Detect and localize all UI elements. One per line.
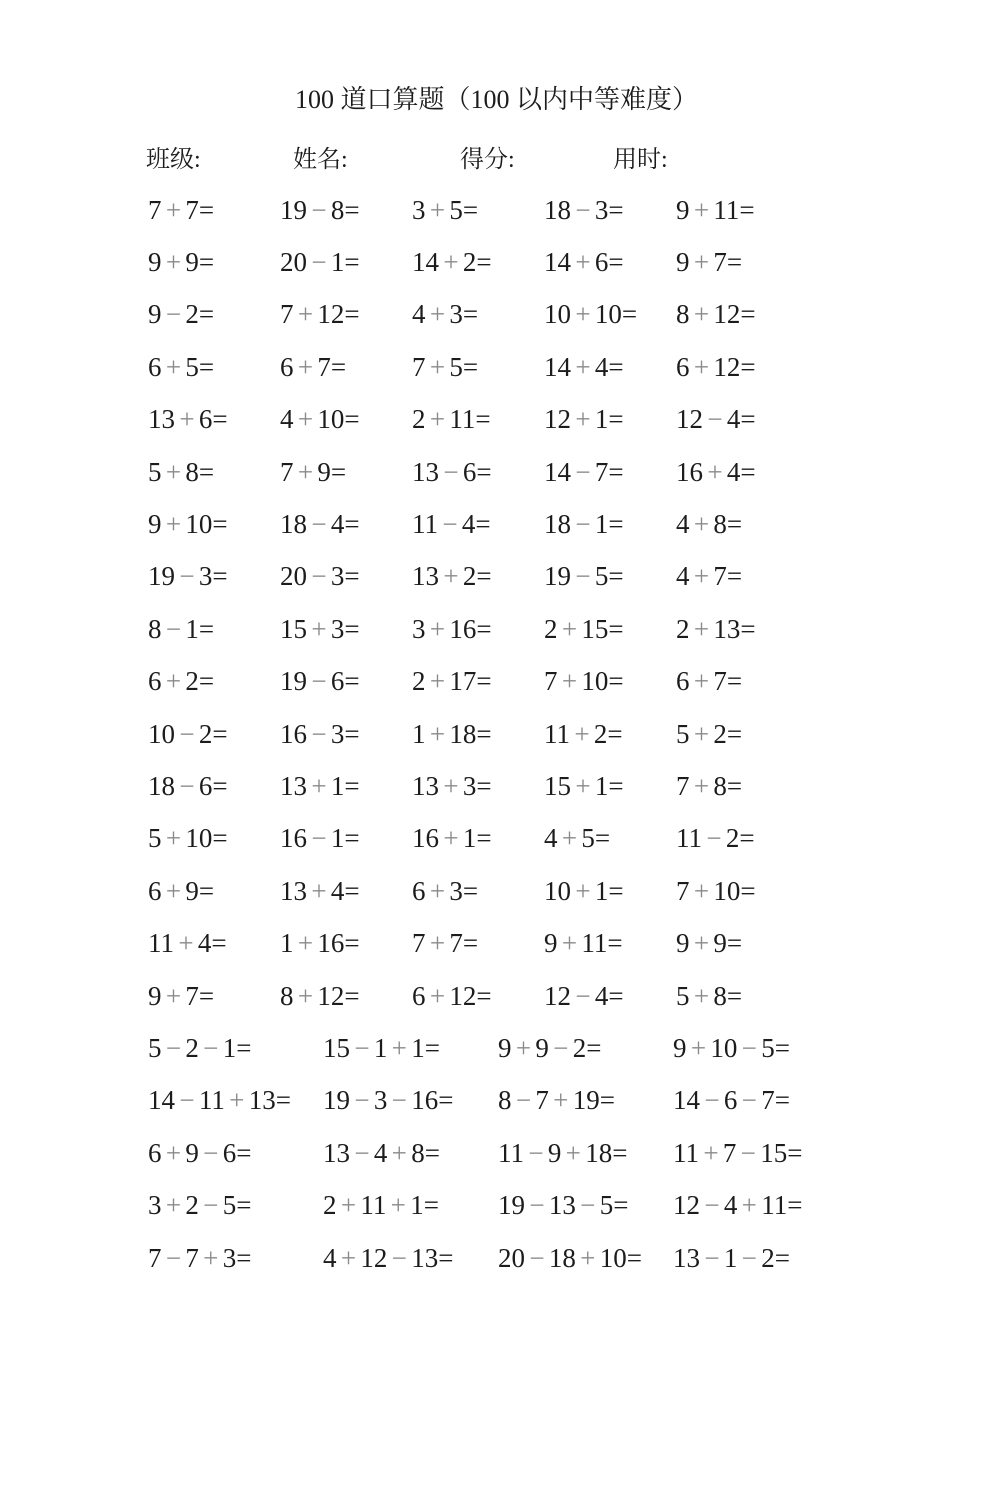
problem: 9 + 7= [676,247,743,278]
minus-sign: − [740,1137,756,1168]
plus-sign: + [165,509,182,540]
problem-row [148,970,993,1022]
problem: 9 + 11= [676,194,755,225]
minus-sign: − [311,823,327,854]
plus-sign: + [165,1190,182,1221]
problem-row [148,498,993,550]
problem: 6 + 3= [412,875,479,906]
minus-sign: − [741,1085,757,1116]
name-field-label: 姓名: [293,147,348,173]
problem: 13 − 1 − 2= [673,1242,790,1273]
minus-sign: − [203,1032,219,1063]
plus-sign: + [693,194,710,225]
plus-sign: + [229,1085,245,1116]
plus-sign: + [575,351,591,382]
problem: 19 − 13 − 5= [498,1190,629,1221]
plus-sign: + [429,928,446,959]
plus-sign: + [561,928,578,959]
problem: 19 − 3 − 16= [323,1085,454,1116]
problem: 12 − 4 + 11= [673,1190,803,1221]
problem: 4 + 3= [412,299,479,330]
problem: 2 + 13= [676,613,756,644]
plus-sign: + [443,823,459,854]
problem: 1 + 18= [412,718,492,749]
problem: 5 + 2= [676,718,743,749]
plus-sign: + [165,875,182,906]
minus-sign: − [165,1032,182,1063]
problem: 11 − 2= [676,823,755,854]
plus-sign: + [707,456,723,487]
plus-sign: + [429,980,446,1011]
plus-sign: + [297,928,314,959]
plus-sign: + [429,613,446,644]
plus-sign: + [693,718,710,749]
problem: 9 + 11= [544,928,623,959]
problem-row [148,1022,993,1074]
minus-sign: − [442,509,458,540]
plus-sign: + [391,1032,407,1063]
problem: 2 + 11 + 1= [323,1190,439,1221]
plus-sign: + [391,1137,407,1168]
problem: 14 + 4= [544,351,624,382]
time-field-label: 用时: [613,147,668,173]
plus-sign: + [429,351,446,382]
problem: 7 − 7 + 3= [148,1242,252,1273]
worksheet-page [0,86,993,1490]
plus-sign: + [561,666,578,697]
plus-sign: + [178,928,194,959]
plus-sign: + [443,247,459,278]
minus-sign: − [179,561,195,592]
plus-sign: + [575,875,591,906]
problem: 6 + 5= [148,351,215,382]
plus-sign: + [429,299,446,330]
problem: 20 − 3= [280,561,360,592]
plus-sign: + [693,666,710,697]
problems [0,184,993,1284]
problem: 19 − 8= [280,194,360,225]
problem-row [148,1127,993,1179]
minus-sign: − [704,1085,720,1116]
problem: 11 − 4= [412,509,491,540]
problem: 16 − 1= [280,823,360,854]
problem: 19 − 3= [148,561,228,592]
minus-sign: − [575,561,591,592]
minus-sign: − [391,1242,407,1273]
problem: 20 − 1= [280,247,360,278]
score-field-label: 得分: [460,147,515,173]
problem: 7 + 8= [676,770,743,801]
plus-sign: + [693,351,710,382]
problem-row [148,813,993,865]
minus-sign: − [179,1085,195,1116]
minus-sign: − [391,1085,407,1116]
problem: 13 − 6= [412,456,492,487]
problem: 8 + 12= [676,299,756,330]
problem-row [148,865,993,917]
minus-sign: − [741,1032,757,1063]
minus-sign: − [741,1242,757,1273]
problem: 18 − 4= [280,509,360,540]
minus-sign: − [179,770,195,801]
problem: 2 + 15= [544,613,624,644]
plus-sign: + [741,1190,757,1221]
problem-row [148,394,993,446]
problem: 12 + 1= [544,404,624,435]
minus-sign: − [704,1190,720,1221]
plus-sign: + [297,404,314,435]
minus-sign: − [528,1137,544,1168]
problem: 5 + 8= [676,980,743,1011]
minus-sign: − [707,404,723,435]
minus-sign: − [311,718,327,749]
problem: 4 + 5= [544,823,611,854]
plus-sign: + [165,1137,182,1168]
problem: 9 + 9= [676,928,743,959]
plus-sign: + [693,509,710,540]
problem-row [148,1179,993,1231]
problem: 6 + 7= [676,666,743,697]
problem: 4 + 12 − 13= [323,1242,454,1273]
minus-sign: − [706,823,722,854]
minus-sign: − [575,509,591,540]
minus-sign: − [311,194,327,225]
problem: 15 − 1 + 1= [323,1032,440,1063]
problem: 10 + 1= [544,875,624,906]
plus-sign: + [515,1032,532,1063]
problem: 16 − 3= [280,718,360,749]
problem: 7 + 7= [412,928,479,959]
plus-sign: + [297,299,314,330]
plus-sign: + [165,666,182,697]
problem: 7 + 9= [280,456,347,487]
problem: 6 + 7= [280,351,347,382]
header-fields [146,146,993,174]
problem: 16 + 4= [676,456,756,487]
plus-sign: + [165,823,182,854]
problem: 6 + 9= [148,875,215,906]
page-title: 100 道口算题（100 以内中等难度） [294,85,698,114]
plus-sign: + [553,1085,569,1116]
plus-sign: + [703,1137,719,1168]
problem: 4 + 7= [676,561,743,592]
problem-row [148,760,993,812]
problem-row [148,184,993,236]
problem: 6 + 12= [676,351,756,382]
minus-sign: − [354,1137,370,1168]
problem: 15 + 1= [544,770,624,801]
plus-sign: + [580,1242,596,1273]
minus-sign: − [179,718,195,749]
minus-sign: − [515,1085,532,1116]
plus-sign: + [565,1137,581,1168]
plus-sign: + [311,613,327,644]
problem: 14 − 6 − 7= [673,1085,790,1116]
problem: 20 − 18 + 10= [498,1242,642,1273]
problem: 9 + 9 − 2= [498,1032,602,1063]
minus-sign: − [354,1085,370,1116]
problem: 7 + 10= [676,875,756,906]
plus-sign: + [165,194,182,225]
minus-sign: − [165,299,182,330]
plus-sign: + [429,404,446,435]
problem-row [148,446,993,498]
minus-sign: − [311,247,327,278]
plus-sign: + [561,613,578,644]
minus-sign: − [529,1242,545,1273]
plus-sign: + [561,823,578,854]
problem: 3 + 16= [412,613,492,644]
problem-row [148,656,993,708]
problem: 1 + 16= [280,928,360,959]
problem: 12 − 4= [676,404,756,435]
problem: 6 + 2= [148,666,215,697]
problem: 7 + 10= [544,666,624,697]
plus-sign: + [693,770,710,801]
plus-sign: + [693,299,710,330]
plus-sign: + [311,875,327,906]
problem: 11 − 9 + 18= [498,1137,628,1168]
problem-row [148,603,993,655]
problem: 3 + 2 − 5= [148,1190,252,1221]
problem: 5 + 8= [148,456,215,487]
problem: 9 − 2= [148,299,215,330]
plus-sign: + [574,718,590,749]
minus-sign: − [575,456,591,487]
plus-sign: + [179,404,195,435]
problem-row [148,236,993,288]
problem: 14 − 7= [544,456,624,487]
plus-sign: + [443,561,459,592]
plus-sign: + [693,613,710,644]
problem: 9 + 10= [148,509,228,540]
problem: 2 + 17= [412,666,492,697]
problem: 3 + 5= [412,194,479,225]
problem: 10 − 2= [148,718,228,749]
plus-sign: + [429,194,446,225]
problem: 14 + 2= [412,247,492,278]
minus-sign: − [165,1242,182,1273]
problem: 5 − 2 − 1= [148,1032,252,1063]
minus-sign: − [354,1032,370,1063]
problem-row [148,551,993,603]
problem: 7 + 5= [412,351,479,382]
problem: 9 + 9= [148,247,215,278]
plus-sign: + [340,1190,357,1221]
problem: 6 + 9 − 6= [148,1137,252,1168]
plus-sign: + [693,247,710,278]
problem: 9 + 7= [148,980,215,1011]
plus-sign: + [340,1242,357,1273]
plus-sign: + [443,770,459,801]
problem: 7 + 7= [148,194,215,225]
problem: 13 − 4 + 8= [323,1137,440,1168]
problem-row [148,289,993,341]
plus-sign: + [575,770,591,801]
problem-row [148,341,993,393]
problem: 2 + 11= [412,404,491,435]
plus-sign: + [575,247,591,278]
minus-sign: − [311,509,327,540]
problem: 19 − 6= [280,666,360,697]
problem-row [148,1075,993,1127]
problem: 13 + 6= [148,404,228,435]
problem: 16 + 1= [412,823,492,854]
plus-sign: + [690,1032,707,1063]
plus-sign: + [165,247,182,278]
problem: 12 − 4= [544,980,624,1011]
minus-sign: − [580,1190,596,1221]
problem: 4 + 8= [676,509,743,540]
problem: 14 − 11 + 13= [148,1085,291,1116]
minus-sign: − [443,456,459,487]
problem: 10 + 10= [544,299,638,330]
plus-sign: + [203,1242,219,1273]
plus-sign: + [693,928,710,959]
minus-sign: − [529,1190,545,1221]
problem-row [148,708,993,760]
problem: 8 − 1= [148,613,215,644]
plus-sign: + [297,351,314,382]
minus-sign: − [311,561,327,592]
minus-sign: − [575,194,591,225]
problem: 18 − 1= [544,509,624,540]
minus-sign: − [165,613,182,644]
problem: 4 + 10= [280,404,360,435]
plus-sign: + [693,561,710,592]
problem: 7 + 12= [280,299,360,330]
problem: 15 + 3= [280,613,360,644]
problem: 5 + 10= [148,823,228,854]
problem: 18 − 3= [544,194,624,225]
problem: 13 + 4= [280,875,360,906]
minus-sign: − [203,1137,219,1168]
class-field-label: 班级: [146,147,201,173]
problem: 6 + 12= [412,980,492,1011]
plus-sign: + [297,456,314,487]
plus-sign: + [390,1190,406,1221]
plus-sign: + [693,980,710,1011]
plus-sign: + [297,980,314,1011]
problem-row [148,1232,993,1284]
problem: 18 − 6= [148,770,228,801]
plus-sign: + [575,404,591,435]
plus-sign: + [429,875,446,906]
problem: 14 + 6= [544,247,624,278]
problem: 8 + 12= [280,980,360,1011]
problem: 13 + 1= [280,770,360,801]
problem: 11 + 4= [148,928,227,959]
problem: 13 + 2= [412,561,492,592]
problem: 11 + 2= [544,718,623,749]
minus-sign: − [704,1242,720,1273]
plus-sign: + [311,770,327,801]
minus-sign: − [575,980,591,1011]
plus-sign: + [575,299,591,330]
minus-sign: − [553,1032,569,1063]
problem: 13 + 3= [412,770,492,801]
minus-sign: − [311,666,327,697]
problem: 11 + 7 − 15= [673,1137,803,1168]
plus-sign: + [429,718,446,749]
problem-row [148,917,993,969]
plus-sign: + [429,666,446,697]
problem: 19 − 5= [544,561,624,592]
plus-sign: + [165,456,182,487]
plus-sign: + [165,980,182,1011]
minus-sign: − [203,1190,219,1221]
plus-sign: + [693,875,710,906]
plus-sign: + [165,351,182,382]
problem: 9 + 10 − 5= [673,1032,790,1063]
problem: 8 − 7 + 19= [498,1085,615,1116]
